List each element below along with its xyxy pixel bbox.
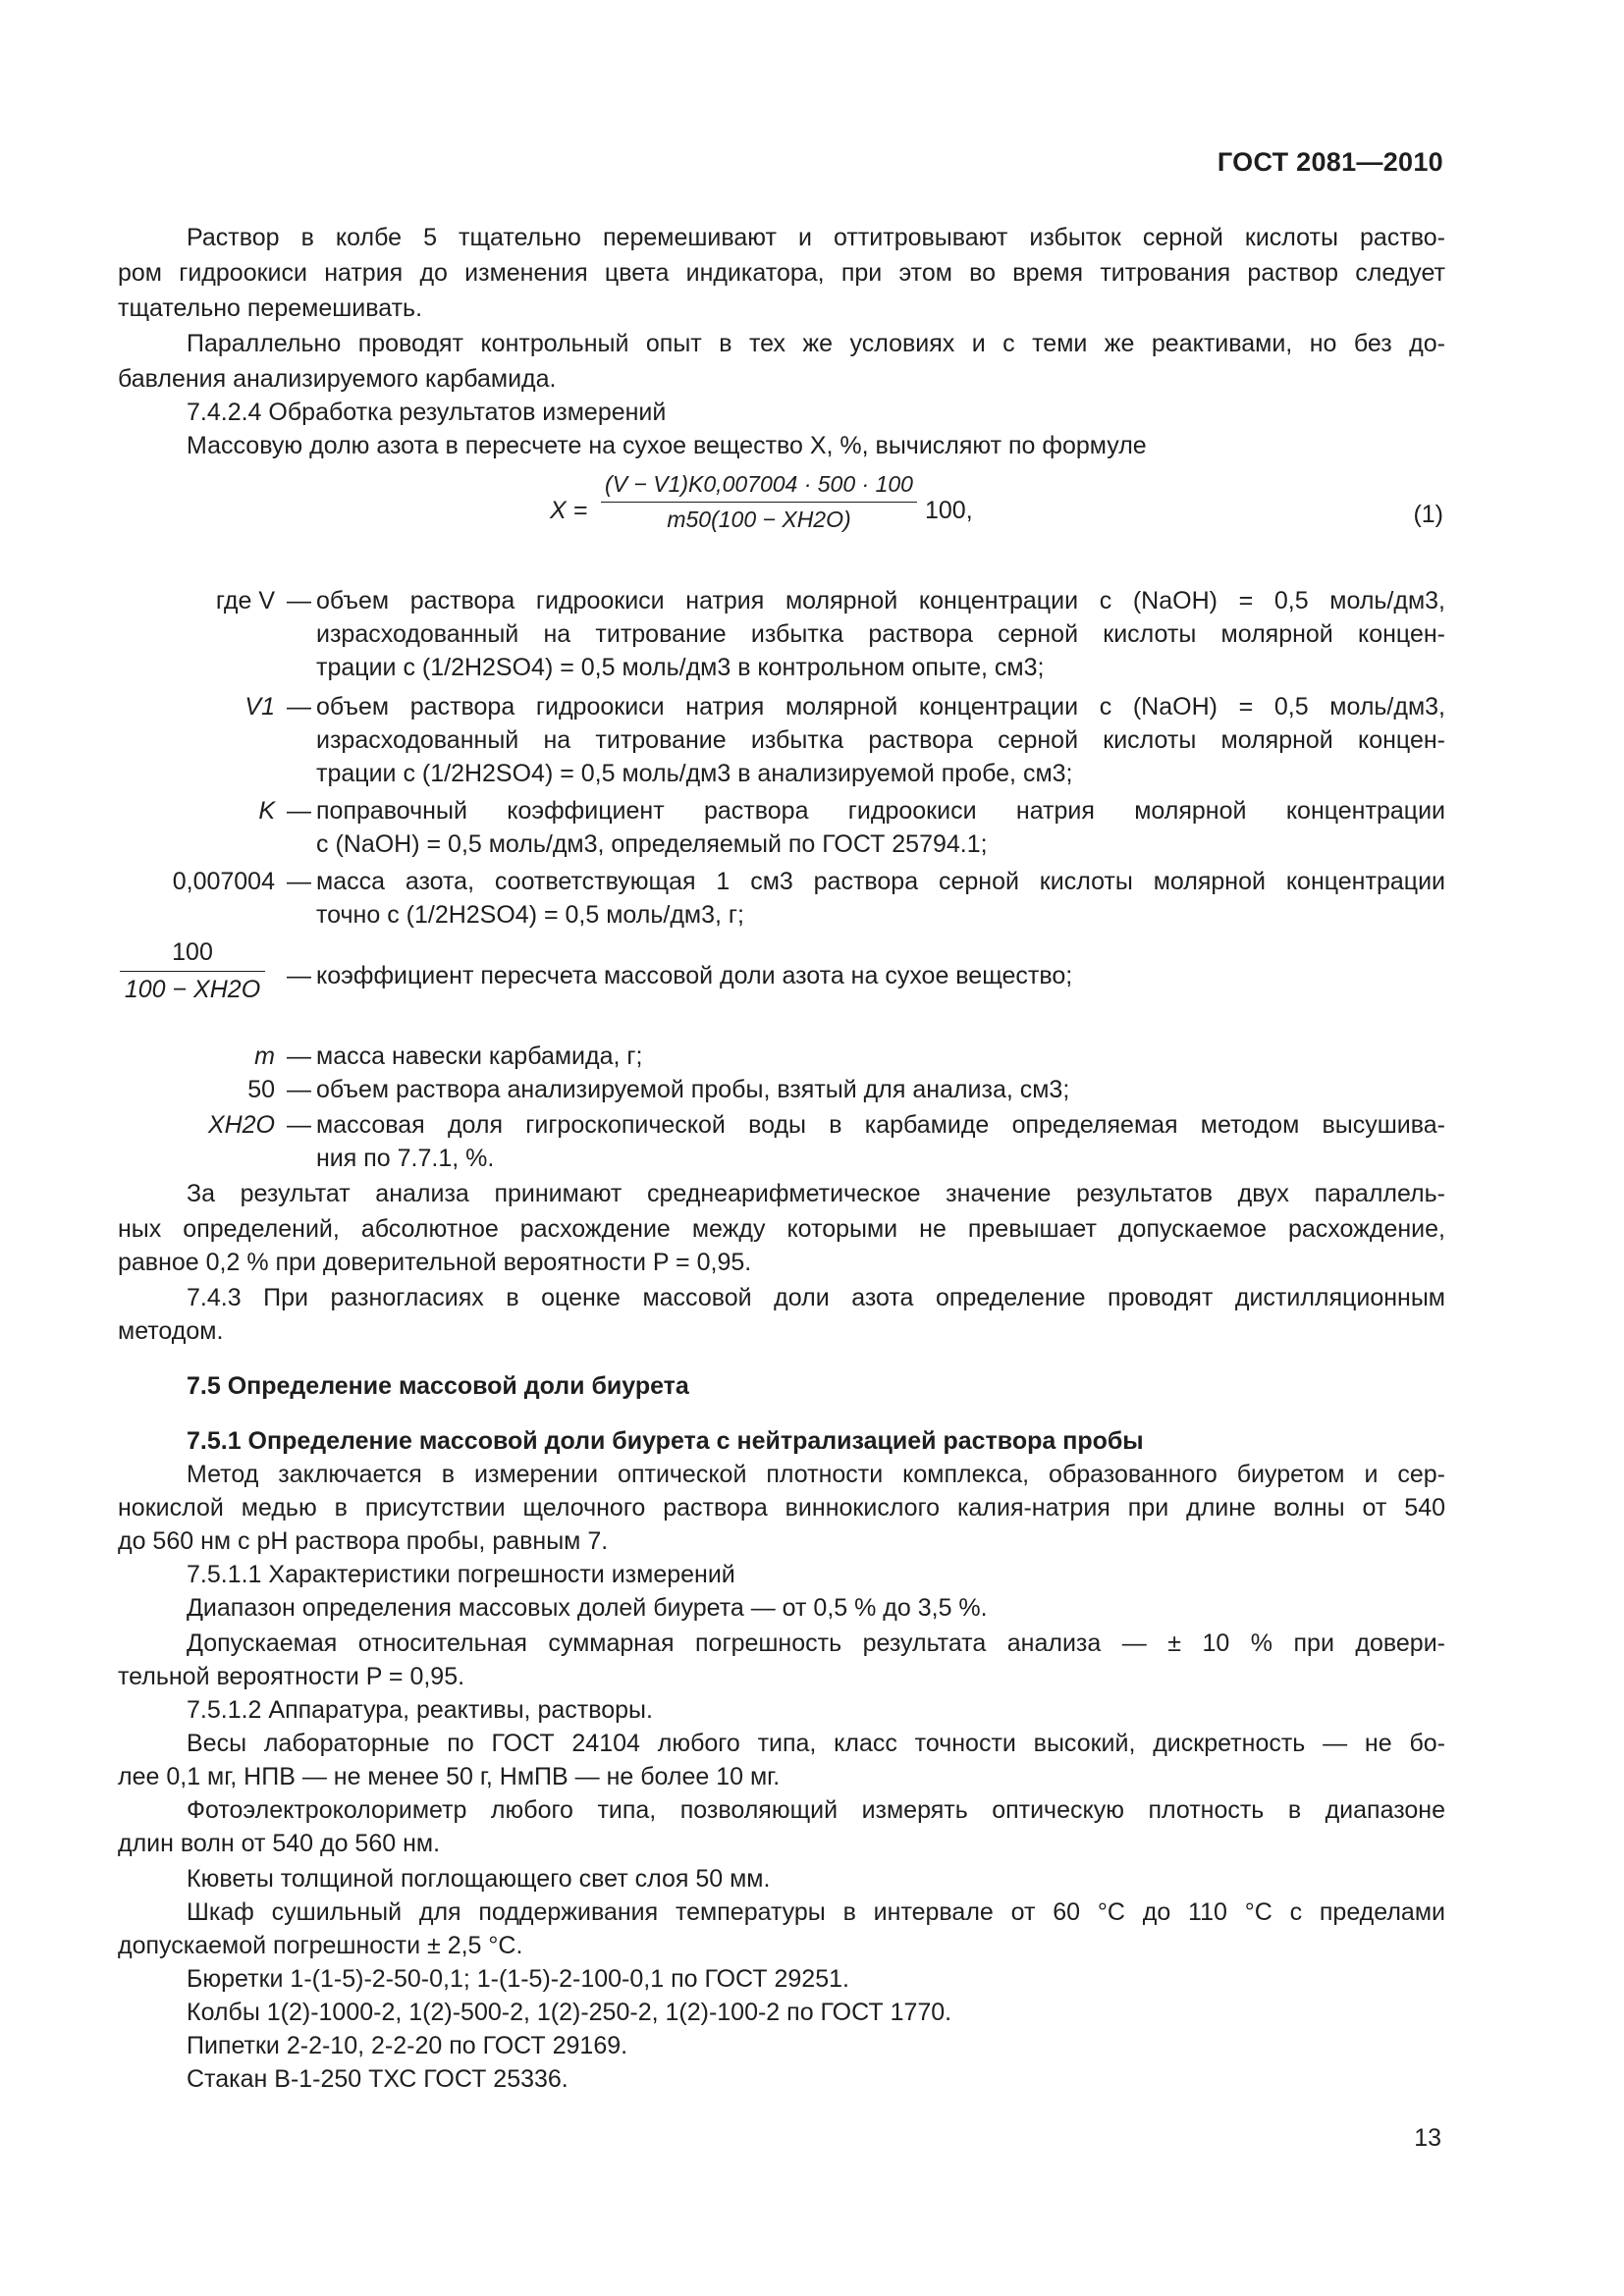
formula-fraction <box>601 471 917 533</box>
scales-line1: Весы лабораторные по ГОСТ 24104 любого типа, класс точности высокий, дискретность — не бо- <box>187 1730 1445 1757</box>
flasks-text: Колбы 1(2)-1000-2, 1(2)-500-2, 1(2)-250-2, 1(2)-100-2 по ГОСТ 1770. <box>187 1999 952 2026</box>
photometer-line1: Фотоэлектроколориметр любого типа, позволяющий измерять оптическую плотность в диапазоне <box>187 1796 1445 1824</box>
formula-tail: 100, <box>925 497 973 524</box>
intro-p2-line2: бавления анализируемого карбамида. <box>118 365 557 393</box>
def-V-line3: трации c (1/2H2SO4) = 0,5 моль/дм3 в контрольном опыте, см3; <box>316 654 1045 681</box>
section-75-heading: 7.5 Определение массовой доли биурета <box>187 1372 689 1400</box>
intro-p1-line2: ром гидроокиси натрия до изменения цвета индикатора, при этом во время титрования раствор следует <box>118 259 1445 287</box>
beaker-text: Стакан В-1-250 ТХС ГОСТ 25336. <box>187 2065 568 2093</box>
def-V1-line1: объем раствора гидроокиси натрия молярной концентрации c (NaOH) = 0,5 моль/дм3, <box>316 693 1445 721</box>
def-K-line2: c (NaOH) = 0,5 моль/дм3, определяемый по ГОСТ 25794.1; <box>316 830 988 858</box>
def-V1-line3: трации c (1/2H2SO4) = 0,5 моль/дм3 в анализируемой пробе, см3; <box>316 760 1073 787</box>
def-XH2O-line2: ния по 7.7.1, %. <box>316 1145 495 1172</box>
intro-p1-line3: тщательно перемешивать. <box>118 294 423 322</box>
def-dash: — <box>287 1076 311 1103</box>
def-dash: — <box>287 962 311 989</box>
formula-intro: Массовую долю азота в пересчете на сухое вещество X, %, вычисляют по формуле <box>187 432 1147 459</box>
def-fraction <box>120 938 265 1004</box>
def-V1-label: V1 <box>244 693 275 721</box>
def-50-label: 50 <box>247 1076 275 1103</box>
pipettes-text: Пипетки 2-2-10, 2-2-20 по ГОСТ 29169. <box>187 2032 628 2059</box>
section-7512-heading: 7.5.1.2 Аппаратура, реактивы, растворы. <box>187 1696 653 1724</box>
formula-denominator: m50(100 − XH2O) <box>667 507 851 532</box>
section-743-line2: методом. <box>118 1317 224 1345</box>
oven-line2: допускаемой погрешности ± 2,5 °C. <box>118 1932 523 1959</box>
def-fraction-denominator: 100 − XH2O <box>124 976 261 1003</box>
section-7511-heading: 7.5.1.1 Характеристики погрешности измерений <box>187 1561 735 1588</box>
range-text: Диапазон определения массовых долей биурета — от 0,5 % до 3,5 %. <box>187 1594 988 1622</box>
def-dash: — <box>287 868 311 895</box>
formula-lhs: X = <box>550 497 588 524</box>
section-7424-heading: 7.4.2.4 Обработка результатов измерений <box>187 399 667 426</box>
def-K-label: K <box>258 797 275 825</box>
def-dash: — <box>287 693 311 721</box>
section-751-heading: 7.5.1 Определение массовой доли биурета с нейтрализацией раствора пробы <box>187 1427 1144 1455</box>
def-XH2O-line1: массовая доля гигроскопической воды в карбамиде определяемая методом высушива- <box>316 1111 1445 1139</box>
def-V-line1: объем раствора гидроокиси натрия молярной концентрации c (NaOH) = 0,5 моль/дм3, <box>316 587 1445 614</box>
def-K-line1: поправочный коэффициент раствора гидроокиси натрия молярной концентрации <box>316 797 1445 825</box>
def-m-label: m <box>254 1042 275 1070</box>
def-V1-line2: израсходованный на титрование избытка раствора серной кислоты молярной концен- <box>316 726 1445 754</box>
def-constant-line1: масса азота, соответствующая 1 см3 раствора серной кислоты молярной концентрации <box>316 868 1445 895</box>
def-dash: — <box>287 587 311 614</box>
result-line2: ных определений, абсолютное расхождение между которыми не превышает допускаемое расхождение, <box>118 1215 1445 1243</box>
oven-line1: Шкаф сушильный для поддерживания температуры в интервале от 60 °C до 110 °C с пределами <box>187 1898 1445 1926</box>
page-number: 13 <box>1414 2124 1441 2152</box>
def-dash: — <box>287 1042 311 1070</box>
def-fraction-text: коэффициент пересчета массовой доли азота на сухое вещество; <box>316 962 1073 989</box>
def-dash: — <box>287 1111 311 1139</box>
def-m-text: масса навески карбамида, г; <box>316 1042 643 1070</box>
method-line1: Метод заключается в измерении оптической плотности комплекса, образованного биуретом и сер- <box>187 1461 1445 1488</box>
scales-line2: лее 0,1 мг, НПВ — не менее 50 г, НмПВ — не более 10 мг. <box>118 1763 781 1790</box>
def-V-label: где V <box>215 587 275 614</box>
intro-p2-line1: Параллельно проводят контрольный опыт в тех же условиях и с теми же реактивами, но без до- <box>187 330 1445 357</box>
def-V-line2: израсходованный на титрование избытка раствора серной кислоты молярной концен- <box>316 620 1445 648</box>
error-line1: Допускаемая относительная суммарная погрешность результата анализа — ± 10 % при довери- <box>187 1629 1445 1657</box>
def-50-text: объем раствора анализируемой пробы, взятый для анализа, см3; <box>316 1076 1070 1103</box>
def-fraction-numerator: 100 <box>172 938 213 966</box>
burettes-text: Бюретки 1-(1-5)-2-50-0,1; 1-(1-5)-2-100-0,1 по ГОСТ 29251. <box>187 1965 849 1993</box>
method-line3: до 560 нм с pH раствора пробы, равным 7. <box>118 1527 609 1555</box>
def-XH2O-label: XH2O <box>207 1111 275 1139</box>
fraction-bar <box>601 502 917 503</box>
standard-header: ГОСТ 2081—2010 <box>1217 147 1443 177</box>
error-line2: тельной вероятности P = 0,95. <box>118 1663 465 1690</box>
formula-numerator: (V − V1)K0,007004 · 500 · 100 <box>605 471 913 497</box>
intro-p1-line1: Раствор в колбе 5 тщательно перемешивают и оттитровывают избыток серной кислоты раство- <box>187 224 1445 251</box>
fraction-bar <box>120 971 265 972</box>
section-743-line1: 7.4.3 При разногласиях в оценке массовой доли азота определение проводят дистилляционным <box>187 1284 1445 1311</box>
def-constant-label: 0,007004 <box>172 868 275 895</box>
photometer-line2: длин волн от 540 до 560 нм. <box>118 1830 441 1857</box>
method-line2: нокислой медью в присутствии щелочного раствора виннокислого калия-натрия при длине волны от 540 <box>118 1494 1445 1522</box>
result-line3: равное 0,2 % при доверительной вероятности P = 0,95. <box>118 1249 752 1276</box>
def-constant-line2: точно c (1/2H2SO4) = 0,5 моль/дм3, г; <box>316 901 744 929</box>
result-line1: За результат анализа принимают среднеарифметическое значение результатов двух параллель- <box>187 1180 1445 1207</box>
cuvettes-text: Кюветы толщиной поглощающего свет слоя 50 мм. <box>187 1865 771 1893</box>
def-dash: — <box>287 797 311 825</box>
formula-number: (1) <box>1413 501 1443 528</box>
